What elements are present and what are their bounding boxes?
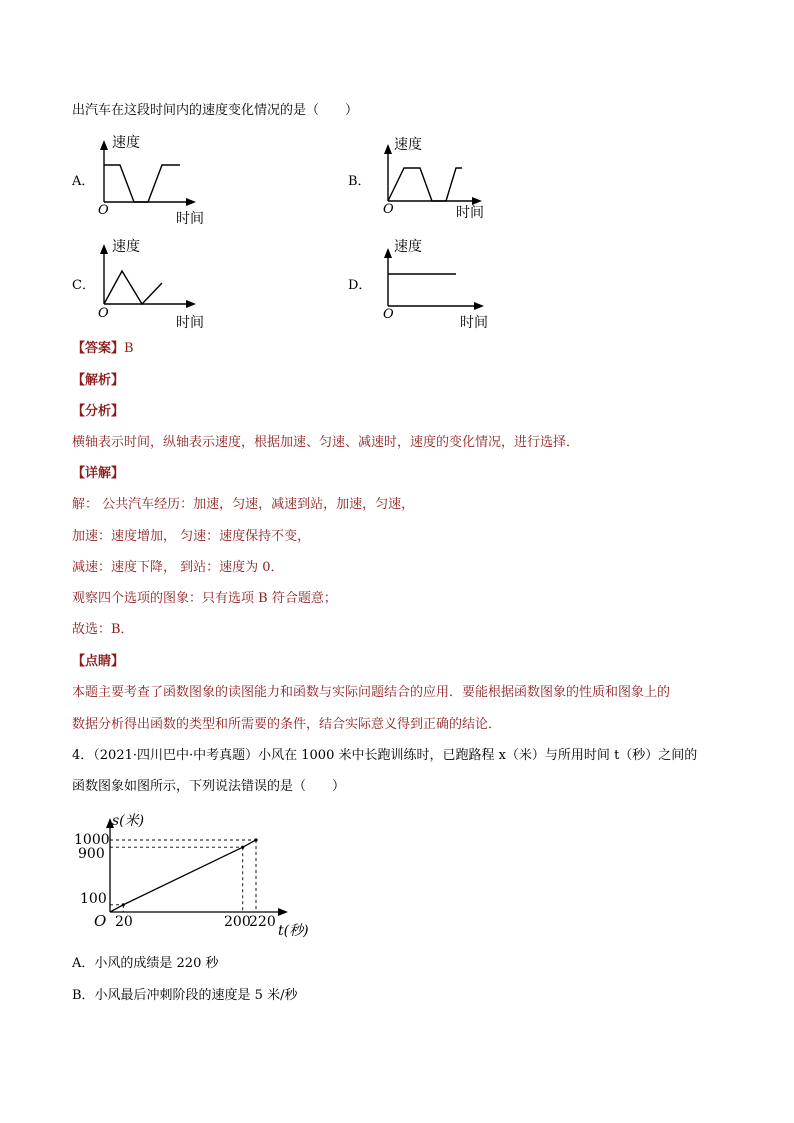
- detail-line-1: 解： 公共汽车经历：加速，匀速，减速到站，加速，匀速，: [72, 497, 415, 512]
- option-b-origin: O: [383, 202, 394, 217]
- q4-xlabel: t(秒): [278, 923, 309, 939]
- q4-ytick-100: 100: [80, 891, 107, 907]
- q4-svg: [0, 0, 1, 1]
- option-a-ylabel: 速度: [112, 135, 140, 151]
- detail-line-4: 观察四个选项的图象：只有选项 B 符合题意；: [72, 591, 337, 606]
- answer-tag: 【答案】: [72, 341, 125, 356]
- option-a-origin: O: [98, 203, 109, 218]
- option-c-origin: O: [98, 306, 109, 321]
- dianjing-tag: 【点睛】: [72, 654, 125, 669]
- detail-line-5: 故选：B．: [72, 622, 134, 637]
- option-b-xlabel: 时间: [456, 205, 484, 221]
- option-d-xlabel: 时间: [460, 315, 488, 331]
- q4-ytick-1000: 1000: [74, 832, 110, 848]
- q4-xtick-220: 220: [249, 914, 276, 930]
- data-point-20: [122, 903, 125, 906]
- option-b-ylabel: 速度: [394, 137, 422, 153]
- option-c-label: C．: [72, 278, 95, 293]
- q4-xtick-200: 200: [224, 914, 251, 930]
- option-c-xlabel: 时间: [176, 315, 204, 331]
- option-d-ylabel: 速度: [394, 239, 422, 255]
- distance-time-line: [110, 840, 256, 912]
- q4-origin: O: [94, 912, 107, 930]
- data-point-200: [241, 846, 244, 849]
- fenxi-text: 横轴表示时间，纵轴表示速度，根据加速、匀速、减速时，速度的变化情况，进行选择．: [72, 435, 580, 450]
- fenxi-tag: 【分析】: [72, 404, 125, 419]
- q4-choice-b: B．小风最后冲刺阶段的速度是 5 米/秒: [72, 988, 298, 1003]
- q4-line-1: 4．（2021·四川巴中·中考真题）小风在 1000 米中长跑训练时，已跑路程 x（米）与所用时间 t（秒）之间的: [72, 748, 698, 763]
- detail-line-3: 减速：速度下降， 到站：速度为 0．: [72, 560, 284, 575]
- q4-xtick-20: 20: [115, 914, 133, 930]
- answer-value: B: [124, 341, 134, 356]
- q4-choice-a: A．小风的成绩是 220 秒: [72, 956, 219, 971]
- q4-ylabel: s(米): [112, 813, 145, 829]
- data-point-220: [254, 838, 257, 841]
- q4-line-2: 函数图象如图所示，下列说法错误的是（ ）: [72, 779, 346, 794]
- option-a-xlabel: 时间: [176, 211, 204, 227]
- q4-ytick-900: 900: [78, 846, 105, 862]
- answer-row: [72, 340, 134, 358]
- dianjing-line-2: 数据分析得出函数的类型和所需要的条件，结合实际意义得到正确的结论．: [72, 717, 502, 732]
- question-text: 出汽车在这段时间内的速度变化情况的是（ ）: [72, 103, 359, 118]
- analysis-tag: 【解析】: [72, 373, 125, 388]
- option-b-label: B．: [348, 174, 371, 189]
- dianjing-line-1: 本题主要考查了函数图象的读图能力和函数与实际问题结合的应用．要能根据函数图象的性质和图象上的: [72, 685, 671, 700]
- detail-line-2: 加速：速度增加， 匀速：速度保持不变，: [72, 529, 311, 544]
- option-d-label: D．: [348, 278, 372, 293]
- option-d-origin: O: [383, 307, 394, 322]
- option-a-label: A．: [72, 174, 95, 189]
- detail-tag: 【详解】: [72, 466, 125, 481]
- option-c-ylabel: 速度: [112, 239, 140, 255]
